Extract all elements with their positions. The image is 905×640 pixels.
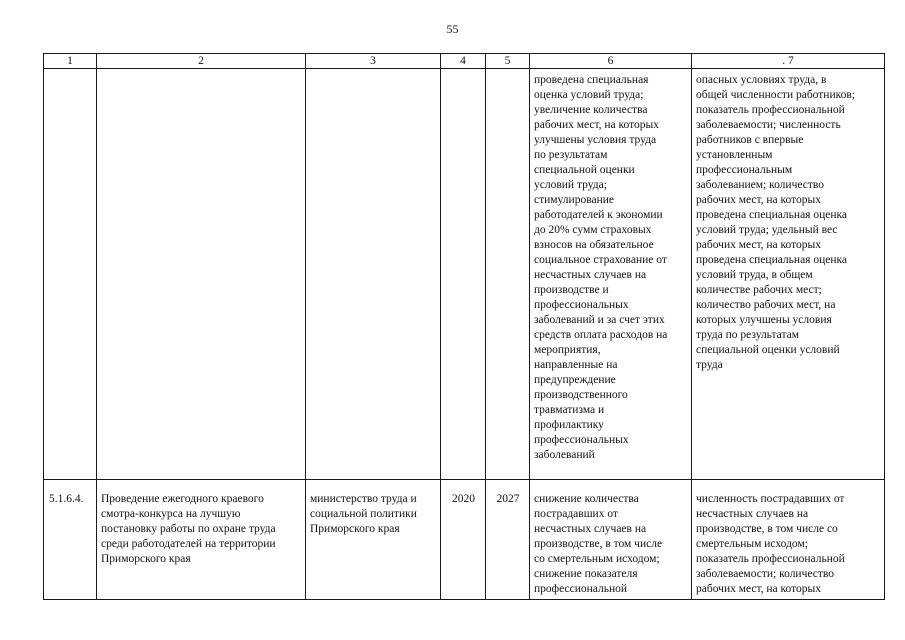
column-header: 5 [486,54,530,69]
indicator-cell: численность пострадавших от несчастных случаев на производстве, в том числе со смертельным исходом; показатель профессиональной заболеваемости; количество рабочих мест, на которых [692,480,885,600]
column-header: . 7 [692,54,885,69]
start-year-cell [441,69,486,480]
table-row [44,480,885,600]
item-number-cell: 5.1.6.4. [44,480,97,600]
column-header: 2 [97,54,306,69]
column-header: 4 [441,54,486,69]
activity-name-cell: Проведение ежегодного краевого смотра-конкурса на лучшую постановку работы по охране труда среди работодателей на территории Приморского края [97,480,306,600]
activity-name-cell [97,69,306,480]
indicator-cell: опасных условиях труда, в общей численности работников; показатель профессиональной заболеваемости; численность работников с впервые установленным профессиональным заболеванием; количество рабочих мест, на которых проведена специальная оценка условий труда; удельный вес рабочих мест, на которых проведена специальная оценка условий труда, в общем количестве рабочих мест; количество рабочих мест, на которых улучшены условия труда по результатам специальной оценки условий труда [692,69,885,480]
column-header: 6 [530,54,692,69]
column-header: 3 [306,54,441,69]
expected-result-cell: проведена специальная оценка условий труда; увеличение количества рабочих мест, на которых улучшены условия труда по результатам специальной оценки условий труда; стимулирование работодателей к экономии до 20% сумм страховых взносов на обязательное социальное страхование от несчастных случаев на производстве и профессиональных заболеваний и за счет этих средств оплата расходов на мероприятия, направленные на предупреждение производственного травматизма и профилактику профессиональных заболеваний [530,69,692,480]
table-row [44,69,885,480]
item-number-cell [44,69,97,480]
expected-result-cell: снижение количества пострадавших от несчастных случаев на производстве, в том числе со смертельным исходом; снижение показателя профессиональной [530,480,692,600]
page-number: 55 [446,22,459,36]
start-year-cell: 2020 [441,480,486,600]
executor-cell: министерство труда и социальной политики Приморского края [306,480,441,600]
table-header-row [44,54,885,69]
executor-cell [306,69,441,480]
column-header: 1 [44,54,97,69]
end-year-cell [486,69,530,480]
end-year-cell: 2027 [486,480,530,600]
document-table [43,53,885,600]
